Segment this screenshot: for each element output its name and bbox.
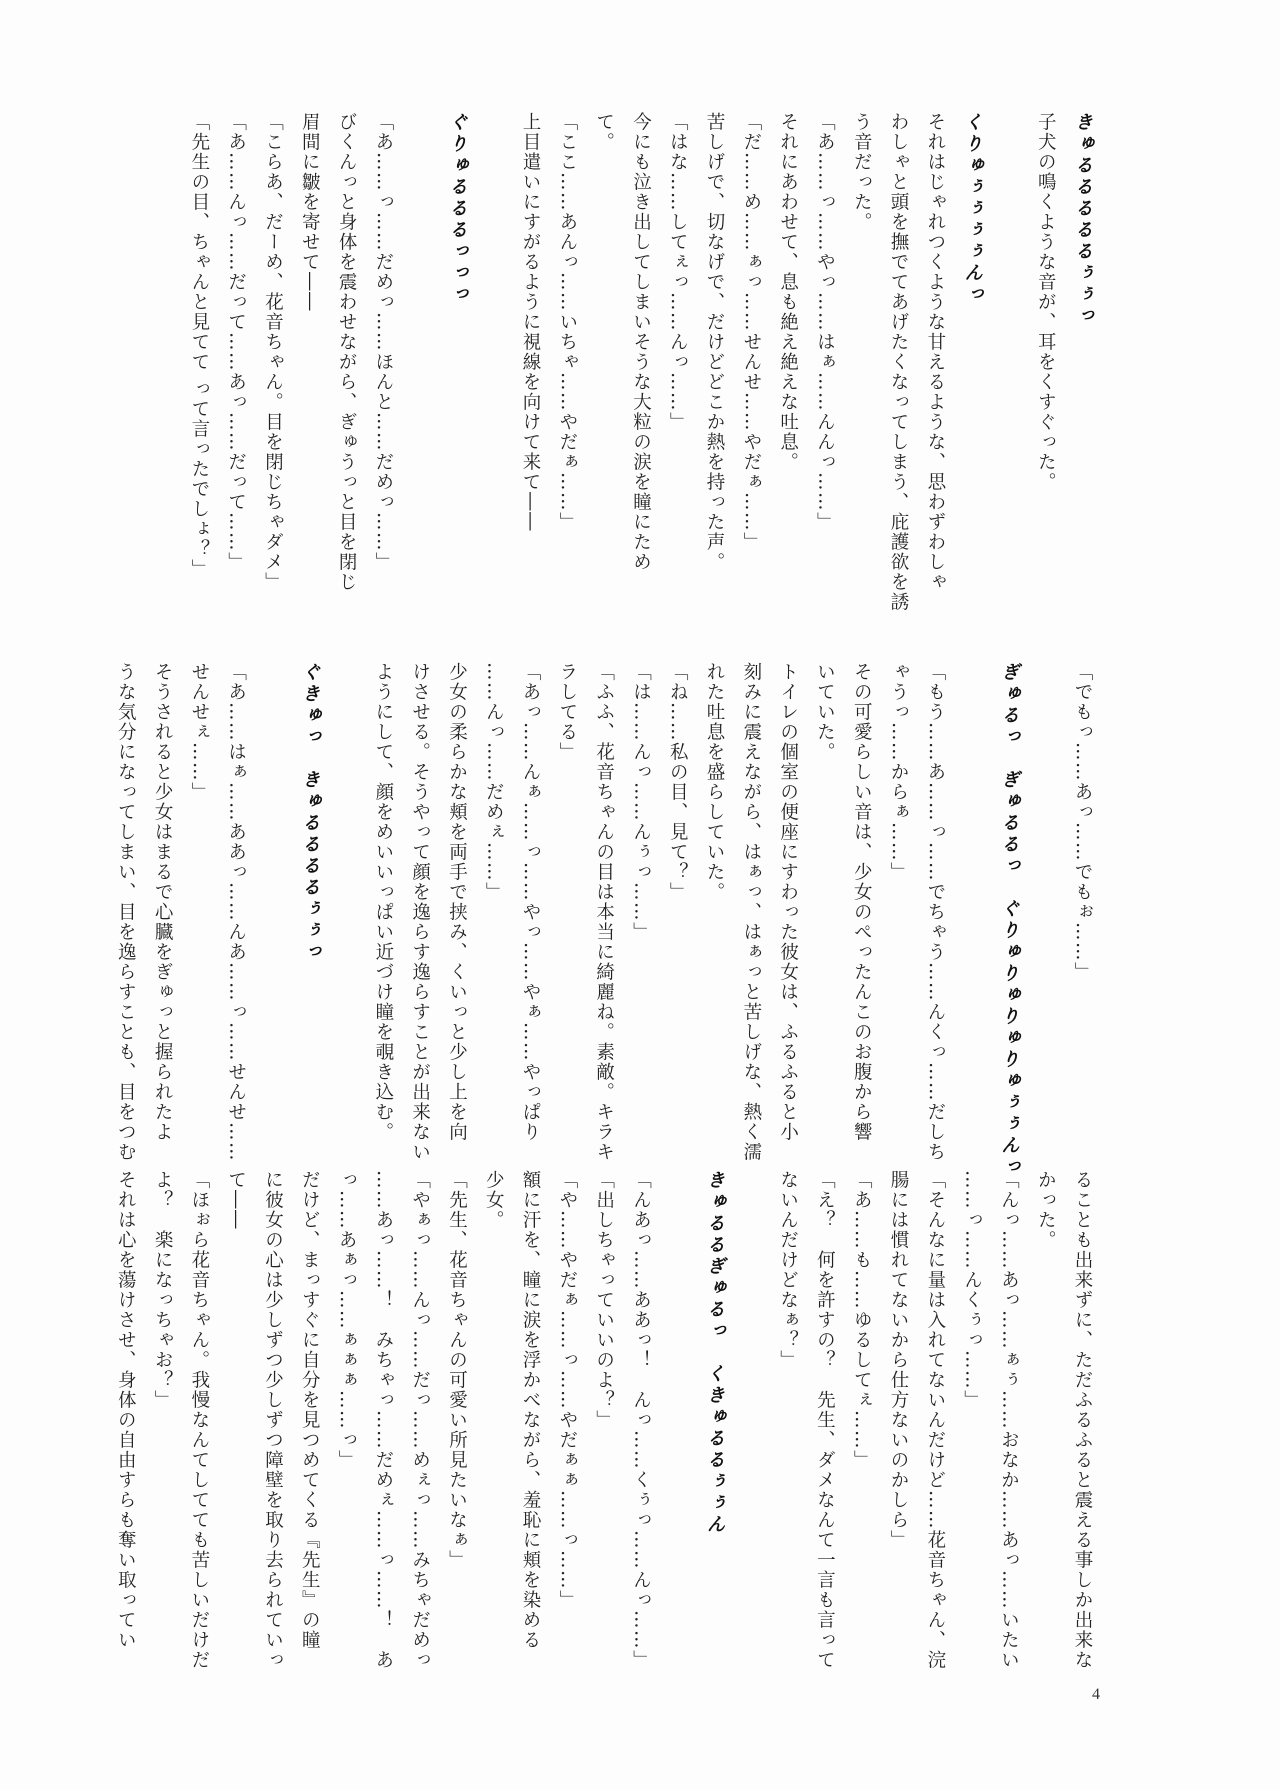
text-line: 「あ……はぁ……ああっ……んあ……っ……せんせ…… bbox=[225, 662, 247, 1162]
sound-effect-line: ぐきゅっ きゅるるるるぅぅっ bbox=[299, 662, 321, 963]
text-line: 「先生、花音ちゃんの可愛い所見たいなぁ」 bbox=[446, 1170, 468, 1570]
text-line: 「え？ 何を許すの？ 先生、ダメなんて一言も言って bbox=[814, 1170, 836, 1670]
text-line: 上目遣いにすがるように視線を向けて来て―― bbox=[520, 112, 542, 532]
text-line: 額に汗を、瞳に涙を浮かべながら、羞恥に頬を染める bbox=[520, 1170, 542, 1650]
text-line: 「あ……も……ゆるしてぇ……」 bbox=[851, 1170, 873, 1470]
text-line: 少女の柔らかな頬を両手で挟み、くいっと少し上を向 bbox=[446, 662, 468, 1142]
sound-effect-line: きゅるるるるるぅぅっ bbox=[1072, 112, 1093, 327]
text-line: っ……あぁっ……ぁぁぁ……っ」 bbox=[336, 1170, 358, 1470]
text-line: けさせる。そうやって顔を逸らす逸らすことが出来ない bbox=[409, 662, 431, 1162]
text-line: ないんだけどなぁ？」 bbox=[777, 1170, 799, 1370]
text-line: よ？ 楽になっちゃお？」 bbox=[152, 1170, 174, 1410]
text-line: ……あっ……！ みちゃっ……だめぇ……っ……！ あ bbox=[372, 1170, 394, 1670]
text-line: 苦しげで、切なげで、だけどどこか熱を持った声。 bbox=[704, 112, 726, 572]
text-line: 「ここ……あんっ……いちゃ……やだぁ……」 bbox=[556, 112, 578, 532]
text-line: 「や……やだぁ……っ……やだぁぁ……っ……」 bbox=[556, 1170, 578, 1610]
text-line: 「先生の目、ちゃんと見てて って言ったでしょ？」 bbox=[188, 112, 210, 580]
text-line: ……っ……んくぅっ……」 bbox=[961, 1170, 983, 1410]
text-line: それにあわせて、息も絶え絶えな吐息。 bbox=[777, 112, 799, 472]
text-line: 「やぁっ……んっ……だっ……めぇっ……みちゃだめっ bbox=[409, 1170, 431, 1670]
text-line: 「あっ……んぁ……っ……やっ……やぁ……やっぱり bbox=[520, 662, 542, 1142]
text-line: 「んっ……あっ……ぁぅ……おなか……あっ……いたい bbox=[998, 1170, 1020, 1670]
blank-line bbox=[474, 112, 511, 552]
blank-line bbox=[953, 662, 990, 1042]
text-line: それはじゃれつくような甘えるような、思わずわしゃ bbox=[924, 112, 946, 592]
text-line: 「あ……っ……やっ……はぁ……んんっ……」 bbox=[814, 112, 836, 532]
blank-line bbox=[1026, 662, 1063, 1042]
text-line: 「もう……あ……っ……でちゃう……んくっ……だしち bbox=[924, 662, 946, 1162]
text-line: かった。 bbox=[1035, 1170, 1057, 1250]
text-line: う音だった。 bbox=[851, 112, 873, 232]
text-line: 腸には慣れてないから仕方ないのかしら」 bbox=[888, 1170, 910, 1550]
blank-line bbox=[658, 1170, 695, 1610]
text-line: そうされると少女はまるで心臓をぎゅっと握られたよ bbox=[152, 662, 174, 1142]
text-line: びくんっと身体を震わせながら、ぎゅうっと目を閉じ bbox=[336, 112, 358, 592]
text-line: 「あ……っ……だめっ……ほんと……だめっ……」 bbox=[372, 112, 394, 572]
text-line: 眉間に皺を寄せて―― bbox=[299, 112, 321, 312]
text-line: ……んっ……だめぇ……」 bbox=[483, 662, 505, 902]
text-line: うな気分になってしまい、目を逸らすことも、目をつむ bbox=[115, 662, 137, 1162]
text-line: ゃうっ……からぁ……」 bbox=[888, 662, 910, 882]
text-line: 「ほぉら花音ちゃん。我慢なんてしてても苦しいだけだ bbox=[188, 1170, 210, 1670]
text-tier-middle bbox=[115, 662, 1100, 1178]
text-line: わしゃと頭を撫でてあげたくなってしまう、庇護欲を誘 bbox=[888, 112, 910, 612]
text-line: 「だ……め……ぁっ……せんせ……やだぁ……」 bbox=[740, 112, 762, 552]
blank-line bbox=[401, 112, 438, 552]
text-line: 「は……んっ……んぅっ……」 bbox=[630, 662, 652, 942]
text-line: トイレの個室の便座にすわった彼女は、ふるふると小 bbox=[777, 662, 799, 1142]
text-line: 少女。 bbox=[483, 1170, 505, 1230]
text-line: せんせぇ……」 bbox=[188, 662, 210, 802]
text-line: て―― bbox=[225, 1170, 247, 1230]
text-line: ることも出来ずに、ただふるふると震える事しか出来な bbox=[1072, 1170, 1093, 1670]
sound-effect-line: きゅるるぎゅるっ くきゅるるぅぅん bbox=[704, 1170, 726, 1536]
text-line: 刻みに震えながら、はぁっ、はぁっと苦しげな、熱く濡 bbox=[740, 662, 762, 1162]
text-line: 「んあっ……ああっ！ んっ……くぅっ……んっ……」 bbox=[630, 1170, 652, 1670]
text-tier-top bbox=[180, 112, 1100, 612]
text-line: ようにして、顔をめいいっぱい近づけ瞳を覗き込む。 bbox=[372, 662, 394, 1142]
text-line: 「出しちゃっていいのよ？」 bbox=[593, 1170, 615, 1430]
text-line: だけど、まっすぐに自分を見つめてくる『先生』の瞳 bbox=[299, 1170, 321, 1650]
text-line: 「ふふ、花音ちゃんの目は本当に綺麗ね。素敵。キラキ bbox=[593, 662, 615, 1162]
blank-line bbox=[990, 112, 1027, 552]
text-tier-bottom bbox=[115, 1170, 1100, 1670]
text-line: その可愛らしい音は、少女のぺったんこのお腹から響 bbox=[851, 662, 873, 1142]
text-line: 「でもっ……あっ……でもぉ……」 bbox=[1072, 662, 1093, 982]
sound-effect-line: ぐりゅるるるっっっ bbox=[446, 112, 468, 306]
text-line: それは心を蕩けさせ、身体の自由すらも奪い取ってい bbox=[115, 1170, 137, 1650]
text-line: いていた。 bbox=[814, 662, 836, 762]
sound-effect-line: くりゅぅぅぅぅんっ bbox=[961, 112, 983, 306]
blank-line bbox=[732, 1170, 769, 1610]
text-line: 「ね……私の目、見て？」 bbox=[667, 662, 689, 902]
text-line: 今にも泣き出してしまいそうな大粒の涙を瞳にため bbox=[630, 112, 652, 572]
text-line: 「こらあ、だーめ、花音ちゃん。目を閉じちゃダメ」 bbox=[262, 112, 284, 592]
text-line: 「そんなに量は入れてないんだけど……花音ちゃん、浣 bbox=[924, 1170, 946, 1670]
blank-line bbox=[254, 662, 291, 1042]
text-line: て。 bbox=[593, 112, 615, 152]
text-line: 「あ……んっ……だって……あっ……だって……」 bbox=[225, 112, 247, 572]
text-line: に彼女の心は少しずつ少しずつ障壁を取り去られていっ bbox=[262, 1170, 284, 1670]
text-line: れた吐息を盛らしていた。 bbox=[704, 662, 726, 902]
text-line: ラしてる」 bbox=[556, 662, 578, 762]
page-number: 4 bbox=[1092, 1686, 1100, 1703]
text-line: 「はな……してぇっ……んっ……」 bbox=[667, 112, 689, 432]
sound-effect-line: ぎゅるっ ぎゅるるっ ぐりゅりゅりゅりゅぅぅんっ bbox=[998, 662, 1020, 1178]
blank-line bbox=[327, 662, 364, 1042]
text-line: 子犬の鳴くような音が、耳をくすぐった。 bbox=[1035, 112, 1057, 492]
